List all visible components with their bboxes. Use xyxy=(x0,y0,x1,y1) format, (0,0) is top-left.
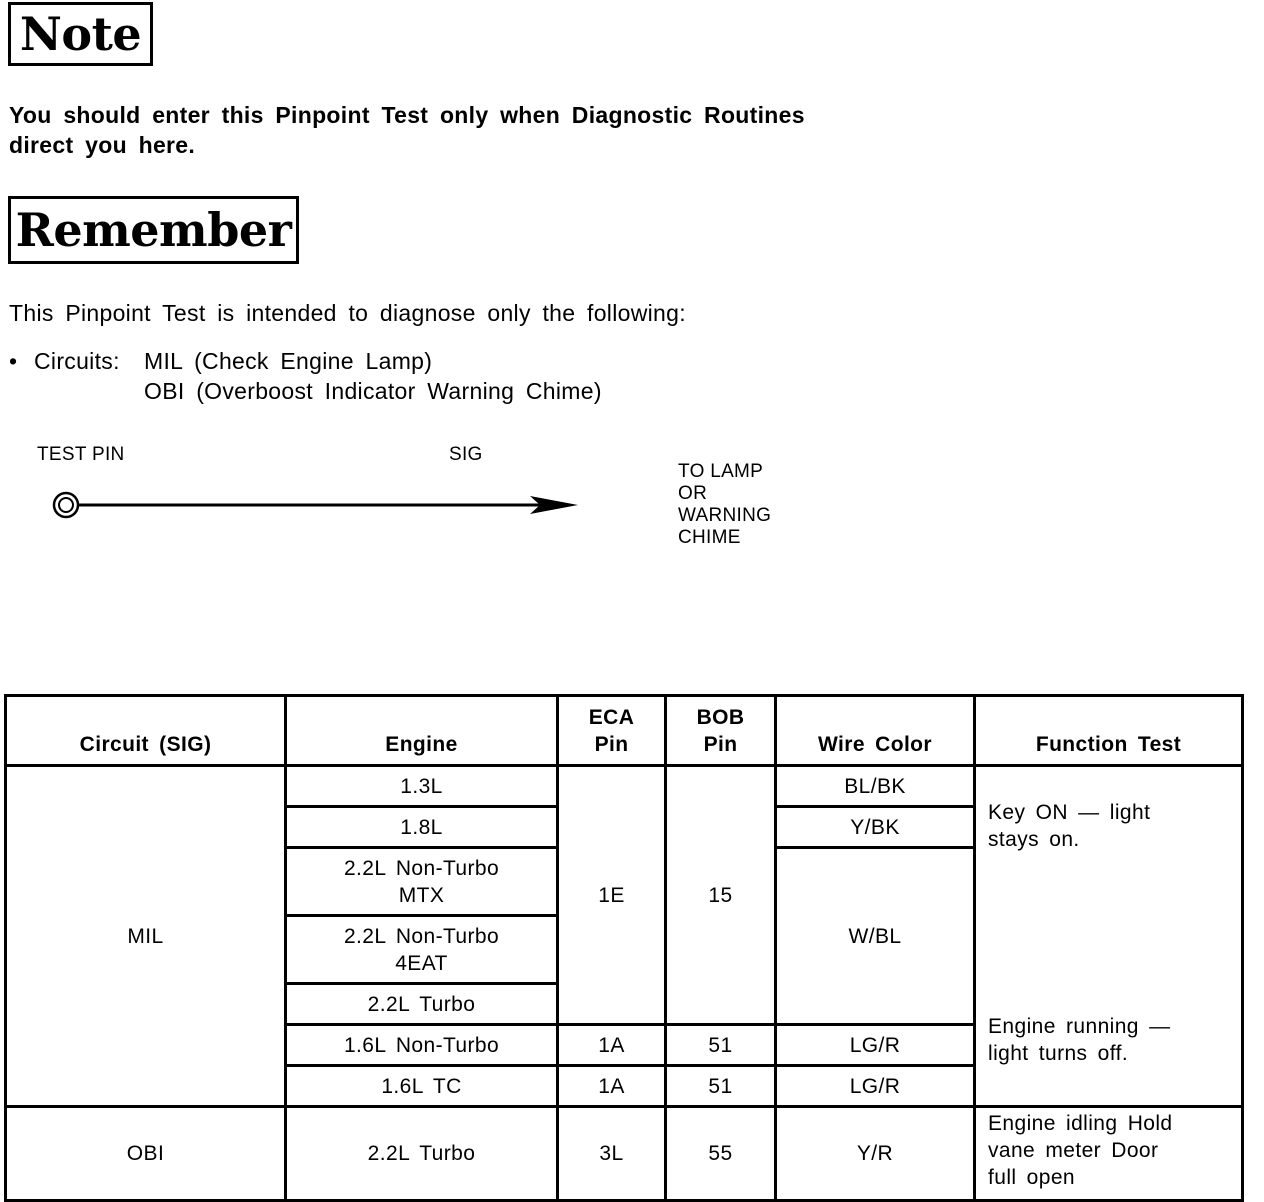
table-header-row xyxy=(6,696,1243,766)
function-test-cell: Key ON — light stays on. xyxy=(975,766,1243,1025)
circuit-obi-description: OBI (Overboost Indicator Warning Chime) xyxy=(144,378,602,404)
note-heading: Note xyxy=(8,2,153,66)
note-text-line-1: You should enter this Pinpoint Test only when Diagnostic Routines xyxy=(9,102,805,128)
remember-heading: Remember xyxy=(8,196,299,264)
destination-line-2: OR xyxy=(678,483,708,504)
destination-label xyxy=(678,461,771,549)
note-text-line-2: direct you here. xyxy=(9,132,196,158)
eca-pin-cell: 1A xyxy=(558,1066,666,1107)
header-engine: Engine xyxy=(286,696,558,766)
wire-color-cell: BL/BK xyxy=(776,766,975,807)
sig-label: SIG xyxy=(449,444,483,465)
circuit-table xyxy=(4,694,1244,1202)
test-pin-icon xyxy=(54,493,78,517)
function-test-cell: Engine running — light turns off. xyxy=(975,1025,1243,1107)
header-function-test: Function Test xyxy=(975,696,1243,766)
bullet-icon: • xyxy=(9,348,18,374)
destination-line-3: WARNING xyxy=(678,505,772,526)
circuit-obi: OBI xyxy=(6,1107,286,1201)
bob-pin-cell: 55 xyxy=(666,1107,776,1201)
remember-intro: This Pinpoint Test is intended to diagnose only the following: xyxy=(9,300,686,326)
wire-color-cell: Y/BK xyxy=(776,807,975,848)
test-pin-inner-icon xyxy=(59,498,73,512)
circuits-label: Circuits: xyxy=(34,348,120,374)
eca-pin-cell: 3L xyxy=(558,1107,666,1201)
wire-color-cell: LG/R xyxy=(776,1025,975,1066)
destination-line-4: CHIME xyxy=(678,527,741,548)
header-eca-pin: ECA Pin xyxy=(558,696,666,766)
engine-cell: 2.2L Turbo xyxy=(286,984,558,1025)
engine-cell: 1.6L Non-Turbo xyxy=(286,1025,558,1066)
engine-cell: 1.8L xyxy=(286,807,558,848)
test-pin-label: TEST PIN xyxy=(37,444,125,465)
bob-pin-cell: 15 xyxy=(666,766,776,1025)
eca-pin-cell: 1E xyxy=(558,766,666,1025)
header-wire-color: Wire Color xyxy=(776,696,975,766)
destination-line-1: TO LAMP xyxy=(678,461,764,482)
header-bob-pin: BOB Pin xyxy=(666,696,776,766)
signal-wire-diagram xyxy=(40,485,600,525)
table-row xyxy=(6,766,1243,807)
eca-pin-cell: 1A xyxy=(558,1025,666,1066)
bob-pin-cell: 51 xyxy=(666,1066,776,1107)
function-test-cell: Engine idling Hold vane meter Door full open xyxy=(975,1107,1243,1201)
engine-cell: 1.6L TC xyxy=(286,1066,558,1107)
circuits-list xyxy=(9,346,602,406)
table-row xyxy=(6,1107,1243,1201)
header-circuit: Circuit (SIG) xyxy=(6,696,286,766)
wire-color-cell: Y/R xyxy=(776,1107,975,1201)
bob-pin-cell: 51 xyxy=(666,1025,776,1066)
engine-cell: 1.3L xyxy=(286,766,558,807)
engine-cell: 2.2L Turbo xyxy=(286,1107,558,1201)
engine-cell: 2.2L Non-Turbo MTX xyxy=(286,848,558,916)
wire-color-cell: W/BL xyxy=(776,848,975,1025)
engine-cell: 2.2L Non-Turbo 4EAT xyxy=(286,916,558,984)
circuit-mil-description: MIL (Check Engine Lamp) xyxy=(144,348,433,374)
note-text xyxy=(9,100,969,160)
circuit-mil: MIL xyxy=(6,766,286,1107)
wire-color-cell: LG/R xyxy=(776,1066,975,1107)
